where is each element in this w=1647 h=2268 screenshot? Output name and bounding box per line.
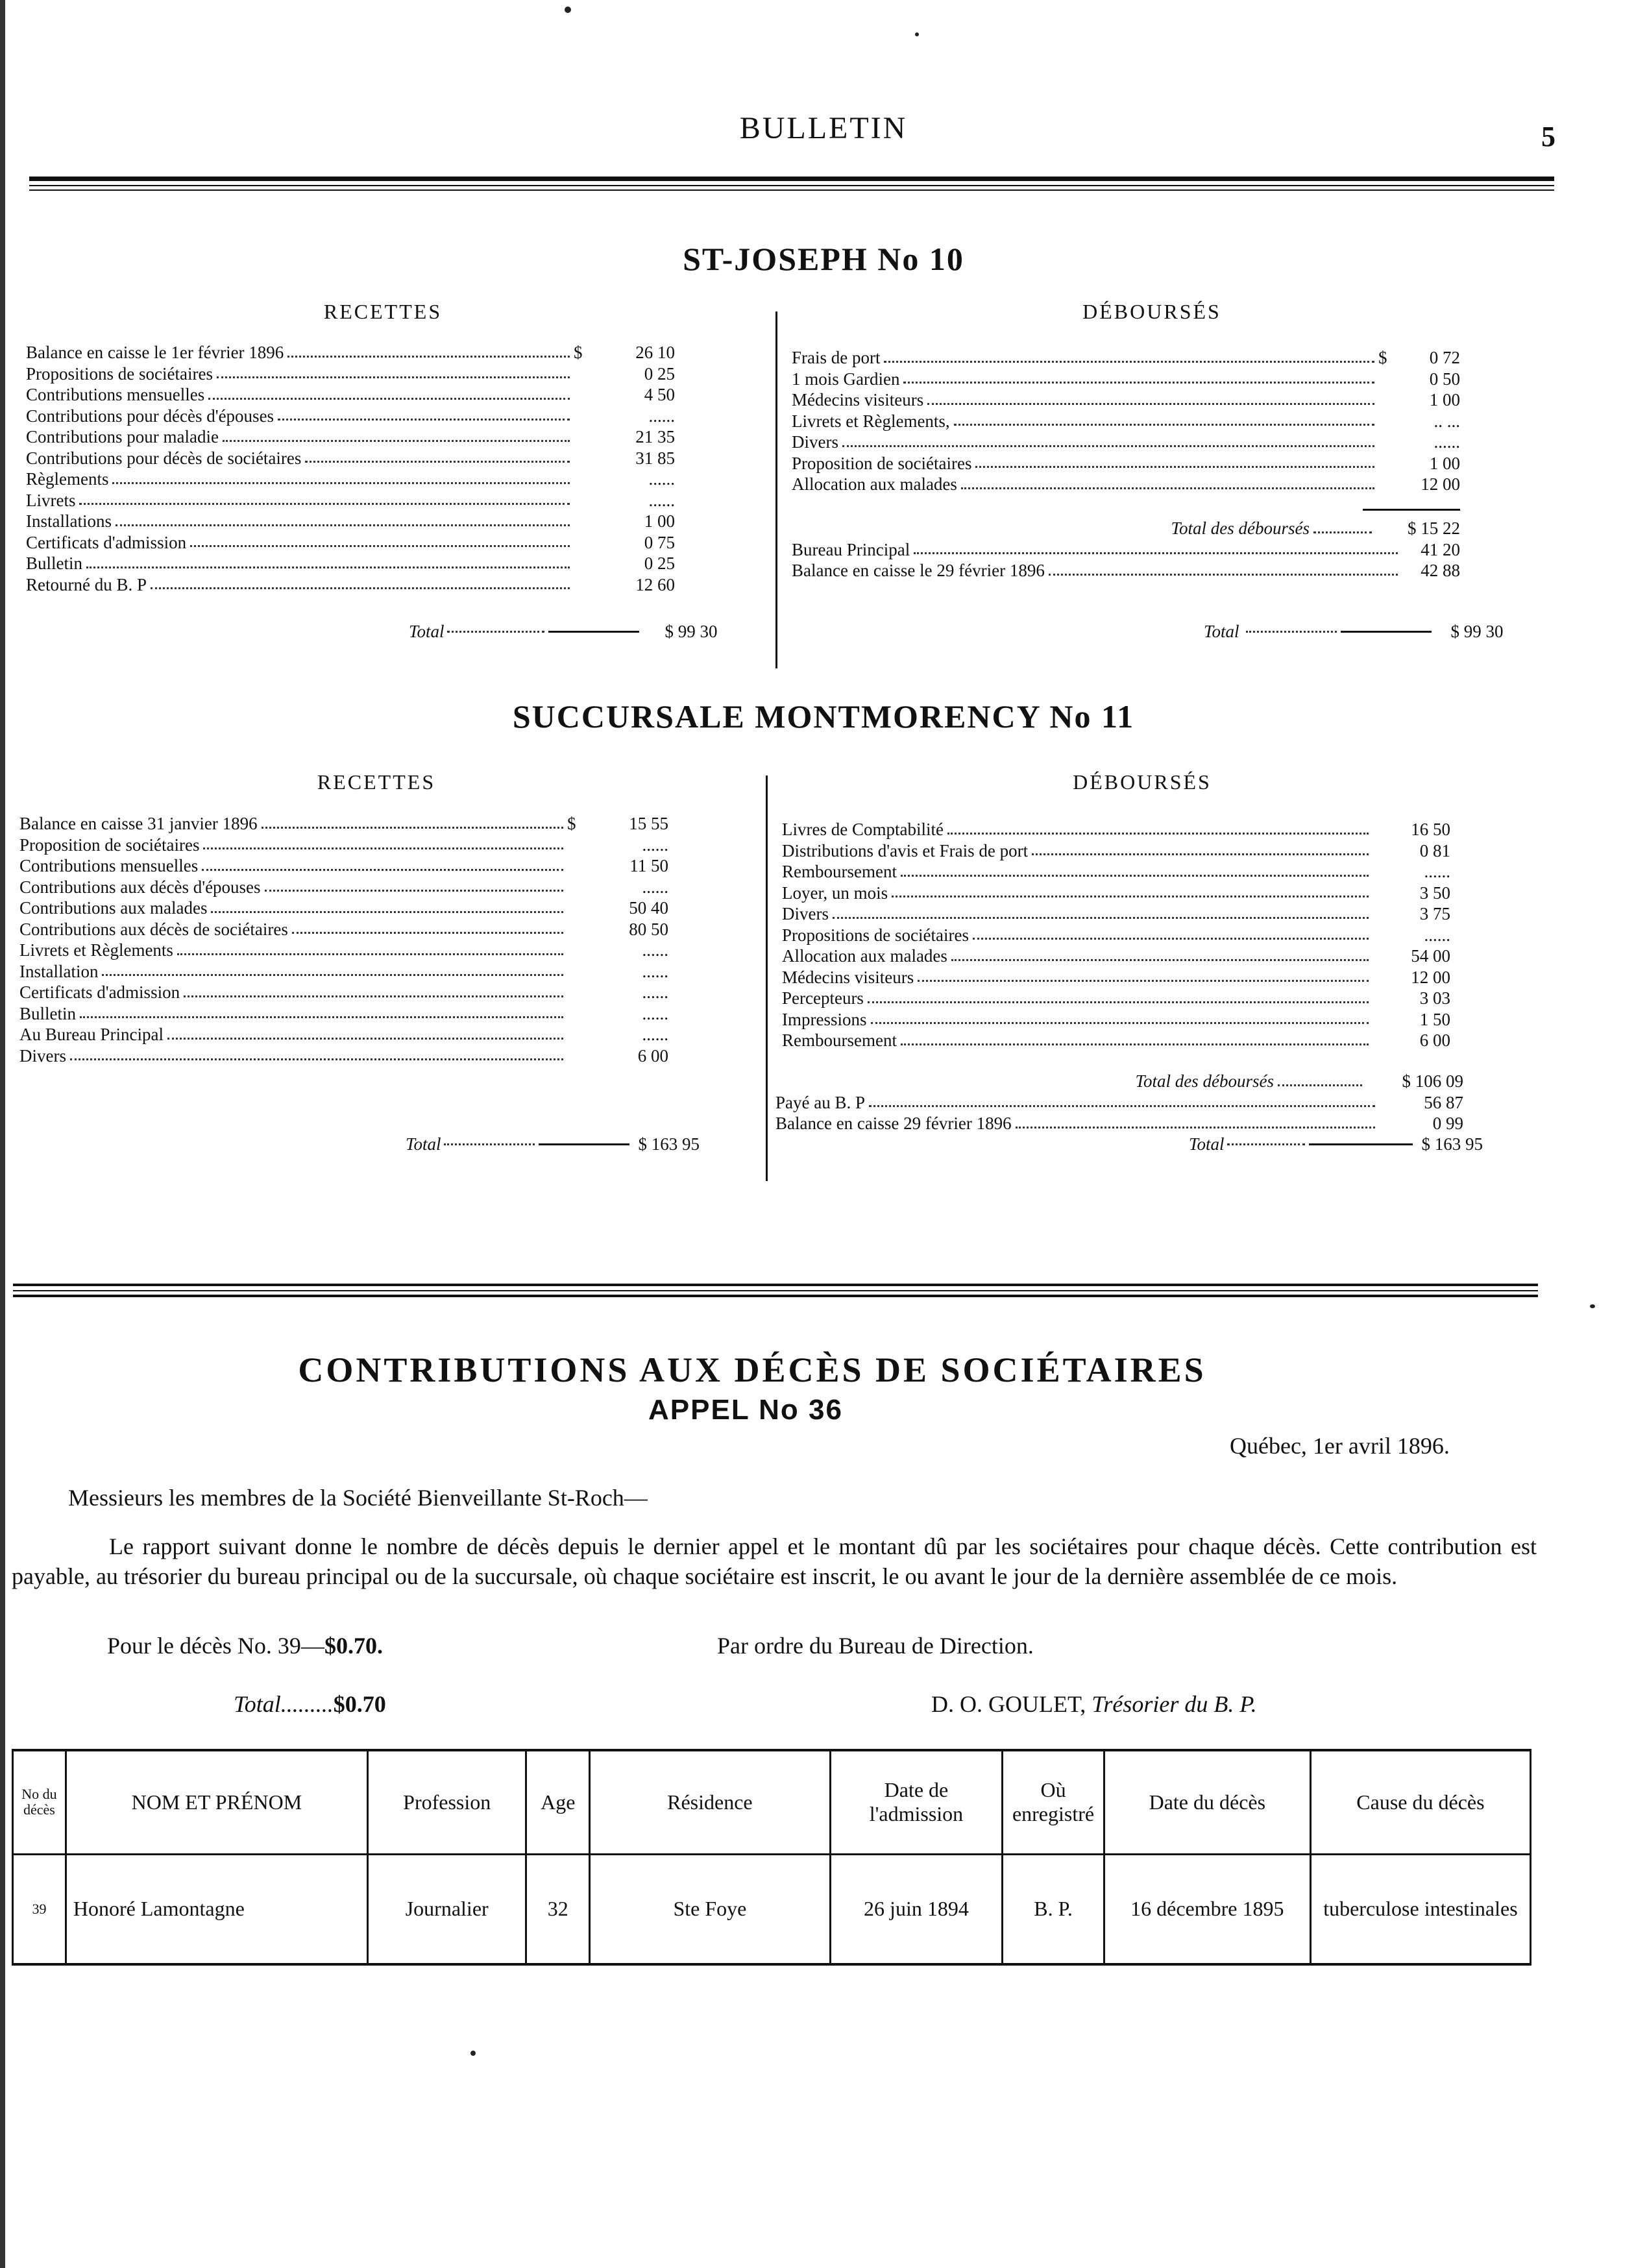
subtotal-rule: [1363, 509, 1460, 511]
section-rule-thick: [13, 1284, 1538, 1286]
ledger-row: Installation ......: [19, 961, 668, 981]
ledger-row: Médecins visiteurs 1 00: [792, 390, 1460, 409]
header-rule-thick: [29, 177, 1554, 181]
section-rule-thin: [13, 1290, 1538, 1291]
ledger-row: Percepteurs 3 03: [782, 988, 1450, 1008]
col-header-date-deces: Date du décès: [1104, 1750, 1310, 1854]
ledger-row: Bulletin 0 25: [26, 554, 675, 573]
ledger-row: Impressions 1 50: [782, 1009, 1450, 1029]
ledger-row: Propositions de sociétaires ......: [782, 925, 1450, 945]
ledger-row: Installations 1 00: [26, 511, 675, 531]
col-header-age: Age: [526, 1750, 590, 1854]
running-header-title: BULLETIN: [739, 111, 908, 145]
ledger-row: Balance en caisse le 29 février 1896 42 88: [792, 561, 1460, 580]
ledger-row: Livres de Comptabilité 16 50: [782, 820, 1450, 839]
ledger-row: Bureau Principal 41 20: [792, 539, 1460, 559]
cell-admission: 26 juin 1894: [830, 1854, 1003, 1964]
ledger-row: Livrets ......: [26, 490, 675, 510]
contribution-total: Total.........$0.70: [234, 1691, 386, 1717]
montmorency-recettes-ledger: [19, 813, 668, 1066]
ledger-row: Certificats d'admission ......: [19, 982, 668, 1002]
ledger-row: Divers ......: [792, 432, 1460, 452]
ledger-row: Propositions de sociétaires 0 25: [26, 363, 675, 384]
ledger-row: Contributions mensuelles 4 50: [26, 385, 675, 404]
cell-age: 32: [526, 1854, 590, 1964]
ledger-row: Livrets et Règlements ......: [19, 940, 668, 960]
ledger-row: Distributions d'avis et Frais de port 0 81: [782, 840, 1450, 860]
st-joseph-debourses-total: Total $ 99 30: [1204, 622, 1504, 641]
debourses-heading: DÉBOURSÉS: [1082, 300, 1221, 323]
ledger-row: Allocation aux malades 54 00: [782, 946, 1450, 966]
st-joseph-debourses-ledger: [792, 347, 1460, 495]
section-rule-thick-2: [13, 1295, 1538, 1297]
cell-date-deces: 16 décembre 1895: [1104, 1854, 1310, 1964]
col-header-residence: Résidence: [590, 1750, 831, 1854]
header-rule-thin-2: [29, 189, 1554, 191]
cell-enregistre: B. P.: [1003, 1854, 1104, 1964]
body-paragraph: Le rapport suivant donne le nombre de décès depuis le dernier appel et le montant dû par les sociétaires pour chaque décès. Cette contribution est payable, au trésorier du bureau principal ou de la succursale, où chaque sociétaire est inscrit, le ou avant le jour de la dernière assemblée de ce mois.: [12, 1533, 1537, 1589]
ledger-row: Balance en caisse le 1er février 1896 $ 26 10: [26, 343, 675, 362]
st-joseph-recettes-total: Total $ 99 30: [409, 622, 718, 641]
montmorency-debourses-ledger: [782, 819, 1450, 1051]
ledger-row: Contributions pour décès d'épouses ......: [26, 406, 675, 426]
ledger-row: Loyer, un mois 3 50: [782, 883, 1450, 903]
page-number: 5: [1541, 121, 1556, 152]
ledger-row: Bulletin ......: [19, 1003, 668, 1023]
ledger-row: Remboursement ......: [782, 862, 1450, 881]
col-header-no: No du décès: [13, 1750, 66, 1854]
table-header-row: [13, 1750, 1531, 1854]
ledger-row: Certificats d'admission 0 75: [26, 532, 675, 552]
ledger-row: Remboursement 6 00: [782, 1030, 1450, 1050]
col-header-enregistre: Où enregistré: [1003, 1750, 1104, 1854]
ledger-row: Contributions aux malades 50 40: [19, 898, 668, 918]
cell-profession: Journalier: [367, 1854, 526, 1964]
scan-speck: [470, 2051, 476, 2056]
salutation: Messieurs les membres de la Société Bienveillante St-Roch—: [68, 1485, 648, 1511]
ledger-row: Contributions aux décès de sociétaires 80 50: [19, 919, 668, 939]
recettes-heading: RECETTES: [323, 300, 443, 323]
contributions-title: CONTRIBUTIONS AUX DÉCÈS DE SOCIÉTAIRES: [298, 1350, 1206, 1389]
ledger-row: Divers 6 00: [19, 1045, 668, 1066]
header-rule-thin: [29, 185, 1554, 186]
st-joseph-recettes-ledger: [26, 342, 675, 595]
deaths-table: [12, 1749, 1531, 1966]
ledger-row: Au Bureau Principal ......: [19, 1025, 668, 1044]
scan-speck: [565, 6, 571, 13]
col-header-admission: Date de l'admission: [830, 1750, 1003, 1854]
ledger-row: Divers 3 75: [782, 904, 1450, 923]
pour-le-deces: Pour le décès No. 39—$0.70.: [107, 1633, 383, 1659]
ledger-row: Contributions mensuelles 11 50: [19, 856, 668, 875]
section-title-montmorency: SUCCURSALE MONTMORENCY No 11: [512, 698, 1135, 735]
letter-date: Québec, 1er avril 1896.: [1230, 1433, 1450, 1459]
ledger-row: Payé au B. P 56 87: [775, 1092, 1463, 1112]
ledger-row: Allocation aux malades 12 00: [792, 474, 1460, 494]
ledger-row: Proposition de sociétaires 1 00: [792, 453, 1460, 473]
cell-cause: tuberculose intestinales: [1310, 1854, 1530, 1964]
ledger-row: Contributions aux décès d'épouses ......: [19, 877, 668, 897]
cell-nom: Honoré Lamontagne: [66, 1854, 367, 1964]
table-row: [13, 1854, 1531, 1964]
signature: D. O. GOULET, Trésorier du B. P.: [931, 1691, 1257, 1717]
col-header-nom: NOM ET PRÉNOM: [66, 1750, 367, 1854]
ledger-row: Médecins visiteurs 12 00: [782, 967, 1450, 987]
montmorency-debourses-subtotal: Total des déboursés $ 106 09 Payé au B. P 56 87 Balance en caisse 29 février 1896 0 99: [775, 1071, 1463, 1133]
ledger-row: Contributions pour maladie 21 35: [26, 427, 675, 446]
ledger-row: Livrets et Règlements, .. ...: [792, 411, 1460, 431]
ledger-row: Balance en caisse 29 février 1896 0 99: [775, 1114, 1463, 1133]
col-header-cause: Cause du décès: [1310, 1750, 1530, 1854]
scan-speck: [915, 32, 919, 36]
scan-speck: [1590, 1304, 1595, 1308]
ledger-row: Frais de port $ 0 72: [792, 348, 1460, 367]
ledger-row: 1 mois Gardien 0 50: [792, 369, 1460, 389]
montmorency-recettes-total: Total $ 163 95: [406, 1134, 700, 1154]
column-divider: [775, 311, 777, 668]
cell-no: 39: [13, 1854, 66, 1964]
ledger-row: Balance en caisse 31 janvier 1896 $ 15 55: [19, 814, 668, 833]
scan-edge: [0, 0, 5, 2268]
montmorency-debourses-total: Total $ 163 95: [1189, 1134, 1483, 1154]
column-divider: [766, 775, 768, 1181]
ledger-row: Retourné du B. P 12 60: [26, 574, 675, 594]
st-joseph-debourses-subtotal: Total des déboursés $ 15 22 Bureau Principal 41 20 Balance en caisse le 29 février 1896 42 88: [792, 518, 1460, 580]
ledger-row: Contributions pour décès de sociétaires 31 85: [26, 448, 675, 468]
recettes-heading: RECETTES: [317, 770, 436, 794]
par-ordre: Par ordre du Bureau de Direction.: [717, 1633, 1034, 1659]
ledger-row: Règlements ......: [26, 469, 675, 489]
appel-number: APPEL No 36: [648, 1394, 843, 1426]
ledger-row: Proposition de sociétaires ......: [19, 835, 668, 855]
section-title-st-joseph: ST-JOSEPH No 10: [683, 241, 964, 277]
debourses-heading: DÉBOURSÉS: [1073, 770, 1212, 794]
cell-residence: Ste Foye: [590, 1854, 831, 1964]
col-header-profession: Profession: [367, 1750, 526, 1854]
